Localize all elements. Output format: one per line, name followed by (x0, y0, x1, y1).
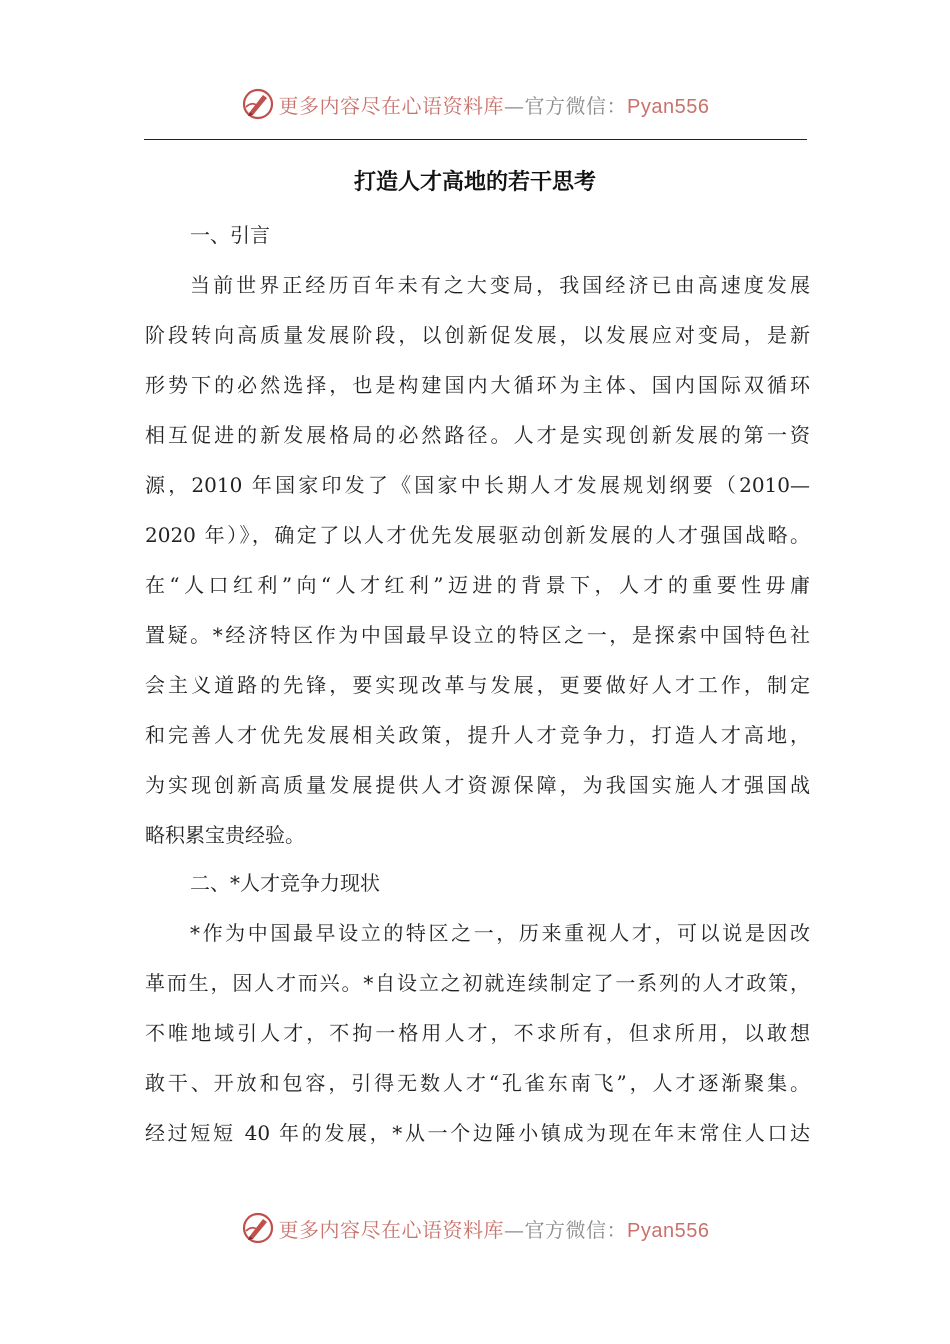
text-line: *作为中国最早设立的特区之一，历来重视人才，可以说是因改 (190, 921, 810, 945)
paragraph-introduction (145, 270, 810, 870)
text-line: 相互促进的新发展格局的必然路径。人才是实现创新发展的第一资 (145, 423, 810, 447)
text-line: 经过短短 40 年的发展，*从一个边陲小镇成为现在年末常住人口达 (145, 1121, 810, 1145)
section-heading-introduction: 一、引言 (190, 223, 270, 247)
text-line: 形势下的必然选择，也是构建国内大循环为主体、国内国际双循环 (145, 373, 810, 397)
banner-text: 更多内容尽在心语资料库—官方微信：Pyan556 (278, 93, 710, 118)
text-line: 源，2010 年国家印发了《国家中长期人才发展规划纲要（2010— (145, 473, 810, 497)
text-line: 置疑。*经济特区作为中国最早设立的特区之一，是探索中国特色社 (145, 623, 810, 647)
text-line: 阶段转向高质量发展阶段，以创新促发展，以发展应对变局，是新 (145, 323, 810, 347)
header-divider (144, 139, 807, 140)
text-line: 会主义道路的先锋，要实现改革与发展，更要做好人才工作，制定 (145, 673, 810, 697)
text-line: 和完善人才优先发展相关政策，提升人才竞争力，打造人才高地， (145, 723, 810, 747)
pen-logo-icon (241, 1211, 275, 1245)
footer-banner (0, 1208, 950, 1248)
pen-logo-icon (241, 87, 275, 121)
text-line: 略积累宝贵经验。 (145, 823, 305, 847)
text-line: 敢干、开放和包容，引得无数人才“孔雀东南飞”，人才逐渐聚集。 (145, 1071, 810, 1095)
banner-text: 更多内容尽在心语资料库—官方微信：Pyan556 (278, 1217, 710, 1242)
text-line: 不唯地域引人才，不拘一格用人才，不求所有，但求所用，以敢想 (145, 1021, 810, 1045)
header-banner (0, 84, 950, 124)
text-line: 革而生，因人才而兴。*自设立之初就连续制定了一系列的人才政策， (145, 971, 810, 995)
text-line: 为实现创新高质量发展提供人才资源保障，为我国实施人才强国战 (145, 773, 810, 797)
document-title: 打造人才高地的若干思考 (353, 169, 596, 195)
text-line: 当前世界正经历百年未有之大变局，我国经济已由高速度发展 (190, 273, 810, 297)
paragraph-talent-status (145, 918, 810, 1168)
section-heading-talent-status: 二、*人才竞争力现状 (190, 871, 380, 895)
text-line: 在“人口红利”向“人才红利”迈进的背景下，人才的重要性毋庸 (145, 573, 810, 597)
text-line: 2020 年）》，确定了以人才优先发展驱动创新发展的人才强国战略。 (145, 523, 810, 547)
